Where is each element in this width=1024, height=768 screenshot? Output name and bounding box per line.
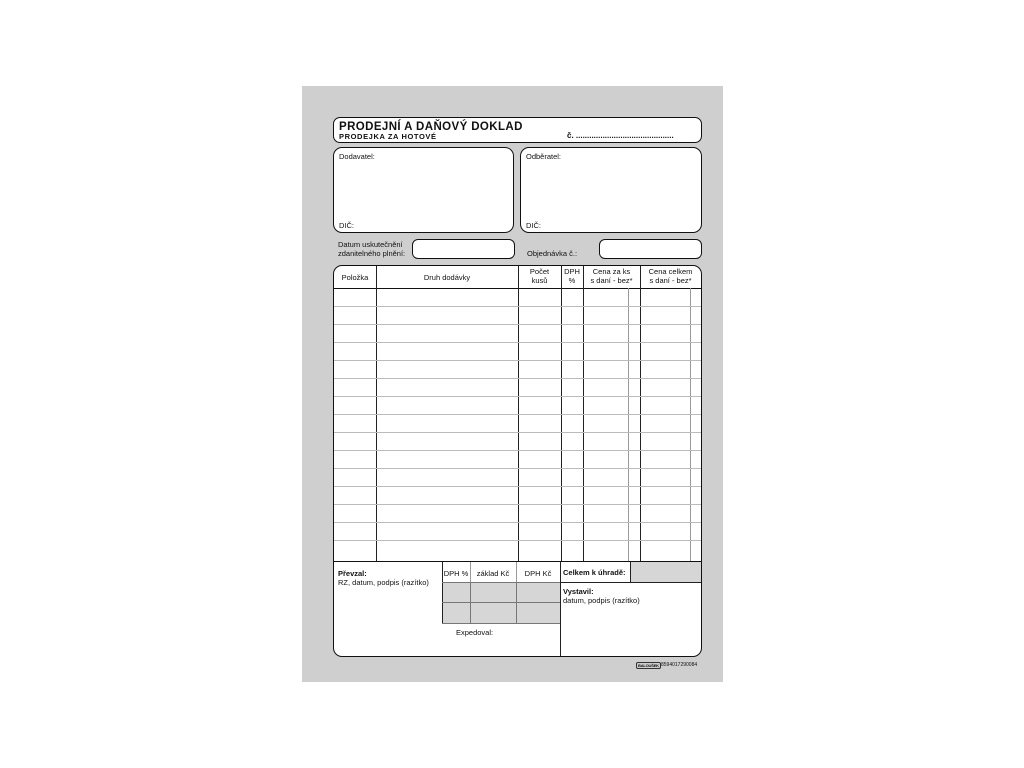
vat-czk-header: DPH Kč bbox=[524, 569, 552, 578]
col-header-goods: Druh dodávky bbox=[423, 273, 471, 282]
row-line bbox=[334, 378, 701, 379]
row-line bbox=[334, 360, 701, 361]
order-field[interactable] bbox=[599, 239, 702, 259]
row-line bbox=[334, 432, 701, 433]
customer-dic-label: DIČ: bbox=[526, 221, 541, 230]
vat-grid-line bbox=[442, 602, 560, 603]
supplier-label: Dodavatel: bbox=[339, 152, 375, 161]
row-line bbox=[334, 306, 701, 307]
barcode-number: 8594017290084 bbox=[661, 662, 698, 668]
date-label-line2: zdanitelného plnění: bbox=[338, 249, 406, 258]
total-due-label: Celkem k úhradě: bbox=[563, 568, 626, 577]
row-line bbox=[334, 540, 701, 541]
order-label: Objednávka č.: bbox=[527, 249, 578, 258]
document-number-field[interactable]: č. ............................................ bbox=[567, 131, 674, 140]
received-label: Převzal: bbox=[338, 569, 367, 578]
supplier-dic-label: DIČ: bbox=[339, 221, 354, 230]
cents-divider bbox=[628, 288, 629, 561]
items-table bbox=[333, 265, 702, 562]
vat-grid-border bbox=[560, 562, 561, 656]
date-label-line1: Datum uskutečnění bbox=[338, 240, 403, 249]
cents-divider bbox=[690, 288, 691, 561]
col-header-total-price-2: s daní - bez* bbox=[649, 276, 692, 285]
vat-pct-header: DPH % bbox=[443, 569, 469, 578]
total-due-separator bbox=[560, 582, 701, 583]
col-header-vat-1: DPH bbox=[564, 267, 580, 276]
total-due-field[interactable] bbox=[630, 562, 702, 582]
vat-grid-line bbox=[442, 582, 560, 583]
row-line bbox=[334, 450, 701, 451]
document-title: PRODEJNÍ A DAŇOVÝ DOKLAD bbox=[339, 121, 523, 133]
issued-sub: datum, podpis (razítko) bbox=[563, 596, 640, 605]
customer-label: Odběratel: bbox=[526, 152, 562, 161]
customer-box[interactable] bbox=[520, 147, 702, 233]
col-header-unit-price-1: Cena za ks bbox=[592, 267, 631, 276]
row-line bbox=[334, 324, 701, 325]
row-line bbox=[334, 504, 701, 505]
row-line bbox=[334, 414, 701, 415]
col-header-count-1: Počet bbox=[529, 267, 550, 276]
col-header-total-price-1: Cena celkem bbox=[648, 267, 693, 276]
col-header-unit-price-2: s daní - bez* bbox=[590, 276, 633, 285]
form-sheet bbox=[302, 86, 723, 682]
base-header: základ Kč bbox=[476, 569, 510, 578]
received-sub: RZ, datum, podpis (razítko) bbox=[338, 578, 429, 587]
issued-label: Vystavil: bbox=[563, 587, 594, 596]
date-field[interactable] bbox=[412, 239, 515, 259]
document-subtitle: PRODEJKA ZA HOTOVÉ bbox=[339, 132, 437, 141]
supplier-box[interactable] bbox=[333, 147, 514, 233]
row-line bbox=[334, 522, 701, 523]
row-line bbox=[334, 342, 701, 343]
vat-grid-divider bbox=[516, 582, 517, 623]
dispatched-label: Expedoval: bbox=[456, 628, 494, 637]
vat-grid-divider bbox=[470, 582, 471, 623]
row-line bbox=[334, 486, 701, 487]
footer-box bbox=[333, 561, 702, 657]
title-box bbox=[333, 117, 702, 143]
vat-grid-line bbox=[442, 623, 560, 624]
col-header-count-2: kusů bbox=[531, 276, 548, 285]
row-line bbox=[334, 468, 701, 469]
col-header-item: Položka bbox=[341, 273, 369, 282]
row-line bbox=[334, 396, 701, 397]
col-header-vat-2: % bbox=[568, 276, 576, 285]
brand-logo: BALOUŠEK bbox=[638, 663, 659, 668]
